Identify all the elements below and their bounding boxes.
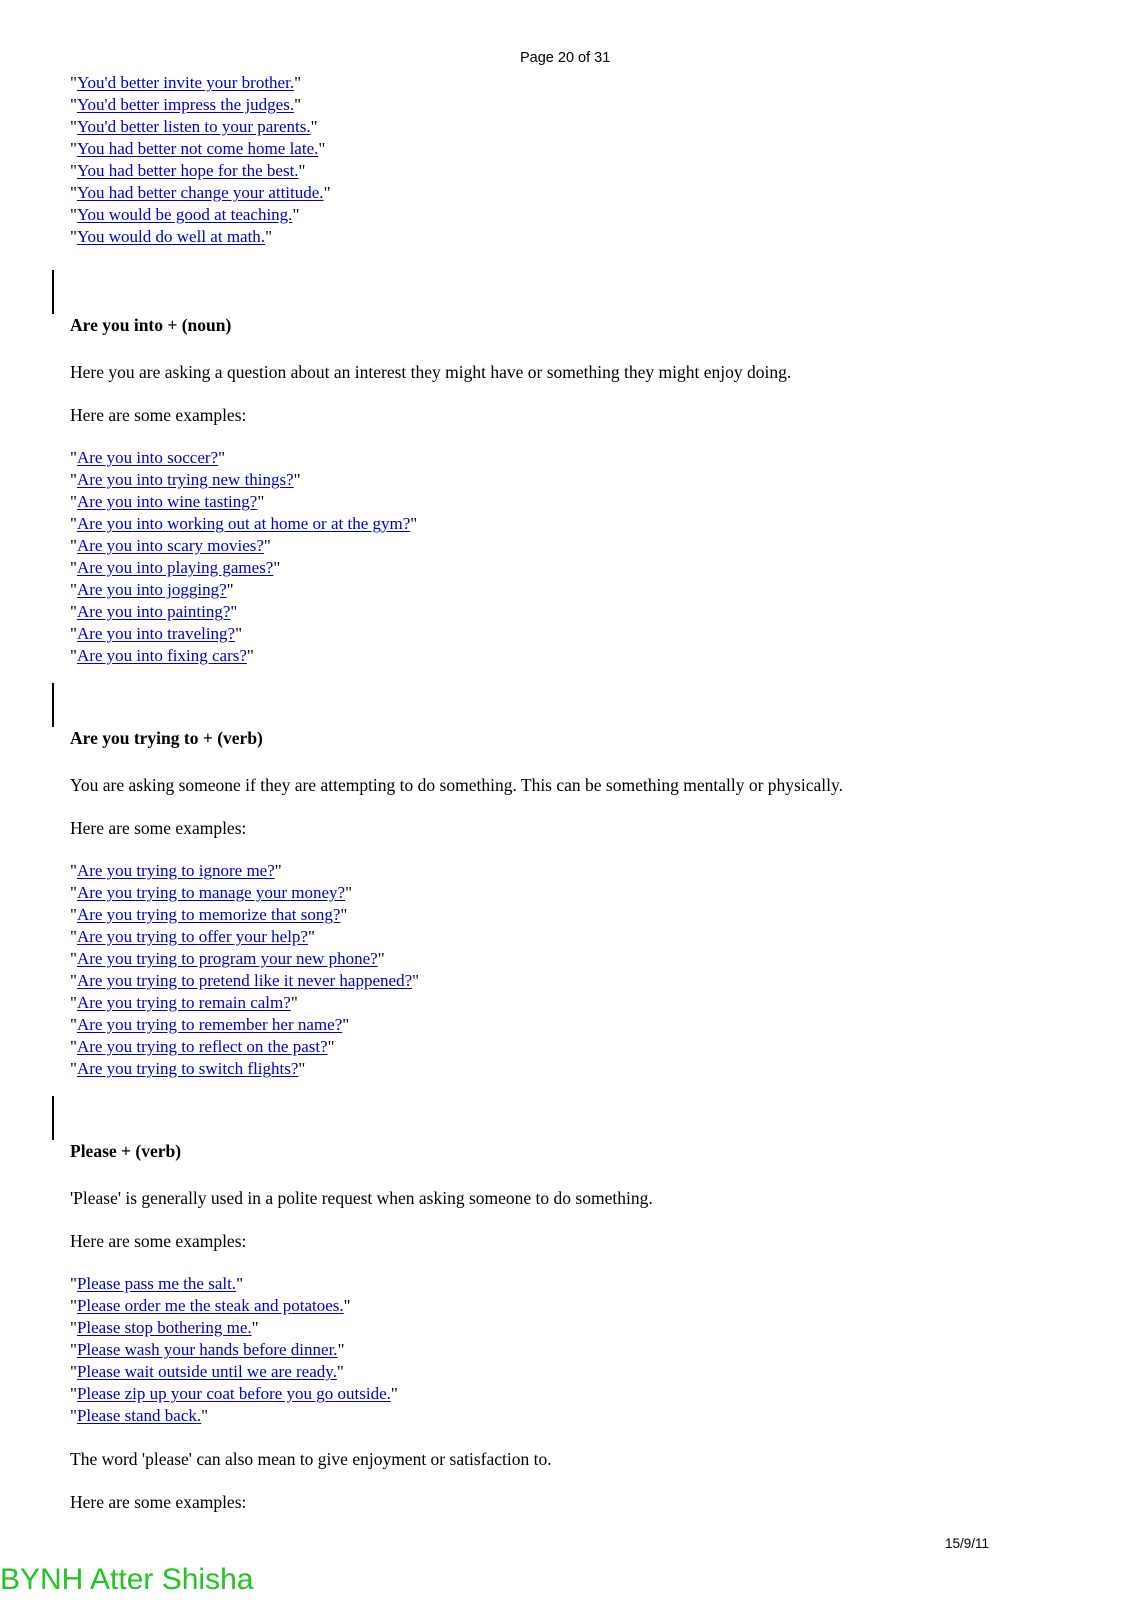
watermark: BYNH Atter Shisha: [0, 1563, 254, 1596]
example-item: "Are you trying to pretend like it never happened?": [70, 971, 420, 990]
example-link[interactable]: Are you into working out at home or at the gym?: [76, 514, 411, 533]
example-item: "You had better hope for the best.": [70, 161, 306, 180]
example-link[interactable]: Please pass me the salt.: [76, 1274, 237, 1293]
example-link[interactable]: Are you trying to switch flights?: [76, 1059, 299, 1078]
example-item: "Please pass me the salt.": [70, 1274, 244, 1293]
example-link[interactable]: Are you into playing games?: [76, 558, 274, 577]
section-are-you-into: [70, 270, 1070, 667]
example-item: "Please stand back.": [70, 1406, 209, 1425]
example-link[interactable]: Please stop bothering me.: [76, 1318, 252, 1337]
example-link[interactable]: Are you into jogging?: [76, 580, 227, 599]
example-item: "Are you trying to remain calm?": [70, 993, 298, 1012]
example-link[interactable]: Are you trying to offer your help?: [76, 927, 308, 946]
example-link[interactable]: You had better change your attitude.: [76, 183, 324, 202]
example-item: "Please order me the steak and potatoes.": [70, 1296, 351, 1315]
section-heading: Are you into + (noun): [70, 315, 232, 335]
example-item: "Are you into playing games?": [70, 558, 281, 577]
example-item: "Are you trying to offer your help?": [70, 927, 315, 946]
example-link[interactable]: Are you trying to memorize that song?: [76, 905, 341, 924]
example-link[interactable]: Please wash your hands before dinner.: [76, 1340, 338, 1359]
examples-intro-secondary: Here are some examples:: [70, 1492, 247, 1512]
example-item: "Are you into working out at home or at the gym?": [70, 514, 418, 533]
example-link[interactable]: Are you trying to program your new phone?: [76, 949, 378, 968]
section-description-secondary: The word 'please' can also mean to give enjoyment or satisfaction to.: [70, 1449, 552, 1469]
example-item: "Are you into scary movies?": [70, 536, 271, 555]
example-item: "Please stop bothering me.": [70, 1318, 259, 1337]
section-description: Here you are asking a question about an interest they might have or something they might enjoy doing.: [70, 362, 792, 382]
example-item: "Are you into wine tasting?": [70, 492, 265, 511]
example-item: "Are you trying to memorize that song?": [70, 905, 348, 924]
section-description: 'Please' is generally used in a polite request when asking someone to do something.: [70, 1188, 653, 1208]
example-item: "Are you into jogging?": [70, 580, 234, 599]
example-link[interactable]: Please wait outside until we are ready.: [76, 1362, 337, 1381]
example-link[interactable]: You had better not come home late.: [76, 139, 319, 158]
example-link[interactable]: Are you into soccer?: [76, 448, 219, 467]
section-heading: Please + (verb): [70, 1141, 182, 1161]
section-are-you-trying-to: [70, 683, 1070, 1080]
example-item: "Are you into traveling?": [70, 624, 243, 643]
example-list: [70, 72, 1070, 248]
example-link[interactable]: You'd better invite your brother.: [76, 73, 295, 92]
example-item: "Are you into soccer?": [70, 448, 226, 467]
example-link[interactable]: You had better hope for the best.: [76, 161, 299, 180]
example-link[interactable]: You'd better listen to your parents.: [76, 117, 311, 136]
example-link[interactable]: Are you trying to reflect on the past?: [76, 1037, 328, 1056]
change-bar: [52, 683, 54, 727]
change-bar: [52, 270, 54, 314]
example-list: [70, 447, 1070, 667]
examples-intro: Here are some examples:: [70, 1231, 247, 1251]
example-link[interactable]: Are you trying to remember her name?: [76, 1015, 343, 1034]
page-number: Page 20 of 31: [520, 50, 611, 66]
section-please: [70, 1096, 1070, 1513]
example-item: "Please zip up your coat before you go outside.": [70, 1384, 398, 1403]
example-item: "Please wait outside until we are ready.": [70, 1362, 344, 1381]
example-item: "Are you into painting?": [70, 602, 238, 621]
example-item: "Are you trying to switch flights?": [70, 1059, 306, 1078]
examples-intro: Here are some examples:: [70, 818, 247, 838]
example-link[interactable]: Are you trying to pretend like it never happened?: [76, 971, 413, 990]
example-list: [70, 860, 1070, 1080]
example-item: "Are you into fixing cars?": [70, 646, 254, 665]
example-link[interactable]: Please order me the steak and potatoes.: [76, 1296, 344, 1315]
example-list: [70, 1273, 1070, 1427]
example-link[interactable]: Are you into fixing cars?: [76, 646, 247, 665]
example-link[interactable]: Are you trying to manage your money?: [76, 883, 346, 902]
example-link[interactable]: Are you trying to remain calm?: [76, 993, 291, 1012]
example-link[interactable]: You'd better impress the judges.: [76, 95, 295, 114]
example-link[interactable]: Are you into traveling?: [76, 624, 236, 643]
example-item: "You would be good at teaching.": [70, 205, 300, 224]
example-link[interactable]: Please stand back.: [76, 1406, 202, 1425]
example-link[interactable]: Are you trying to ignore me?: [76, 861, 275, 880]
example-item: "Are you trying to remember her name?": [70, 1015, 350, 1034]
example-link[interactable]: You would do well at math.: [76, 227, 266, 246]
example-item: "You'd better invite your brother.": [70, 73, 302, 92]
example-item: "Are you into trying new things?": [70, 470, 301, 489]
section-heading: Are you trying to + (verb): [70, 728, 263, 748]
example-link[interactable]: You would be good at teaching.: [76, 205, 293, 224]
example-link[interactable]: Are you into painting?: [76, 602, 231, 621]
section-description: You are asking someone if they are attempting to do something. This can be something mentally or physically.: [70, 775, 843, 795]
change-bar: [52, 1096, 54, 1140]
example-item: "Are you trying to reflect on the past?": [70, 1037, 335, 1056]
document-body: [70, 72, 1070, 1513]
example-link[interactable]: Please zip up your coat before you go outside.: [76, 1384, 391, 1403]
example-item: "Are you trying to program your new phone?": [70, 949, 385, 968]
example-item: "Please wash your hands before dinner.": [70, 1340, 345, 1359]
example-item: "You would do well at math.": [70, 227, 273, 246]
example-item: "You had better not come home late.": [70, 139, 326, 158]
example-link[interactable]: Are you into trying new things?: [76, 470, 294, 489]
example-link[interactable]: Are you into scary movies?: [76, 536, 264, 555]
example-item: "You'd better listen to your parents.": [70, 117, 318, 136]
example-link[interactable]: Are you into wine tasting?: [76, 492, 258, 511]
footer-date: 15/9/11: [945, 1536, 990, 1551]
example-item: "You had better change your attitude.": [70, 183, 331, 202]
example-item: "Are you trying to manage your money?": [70, 883, 353, 902]
examples-intro: Here are some examples:: [70, 405, 247, 425]
example-item: "Are you trying to ignore me?": [70, 861, 282, 880]
example-item: "You'd better impress the judges.": [70, 95, 302, 114]
